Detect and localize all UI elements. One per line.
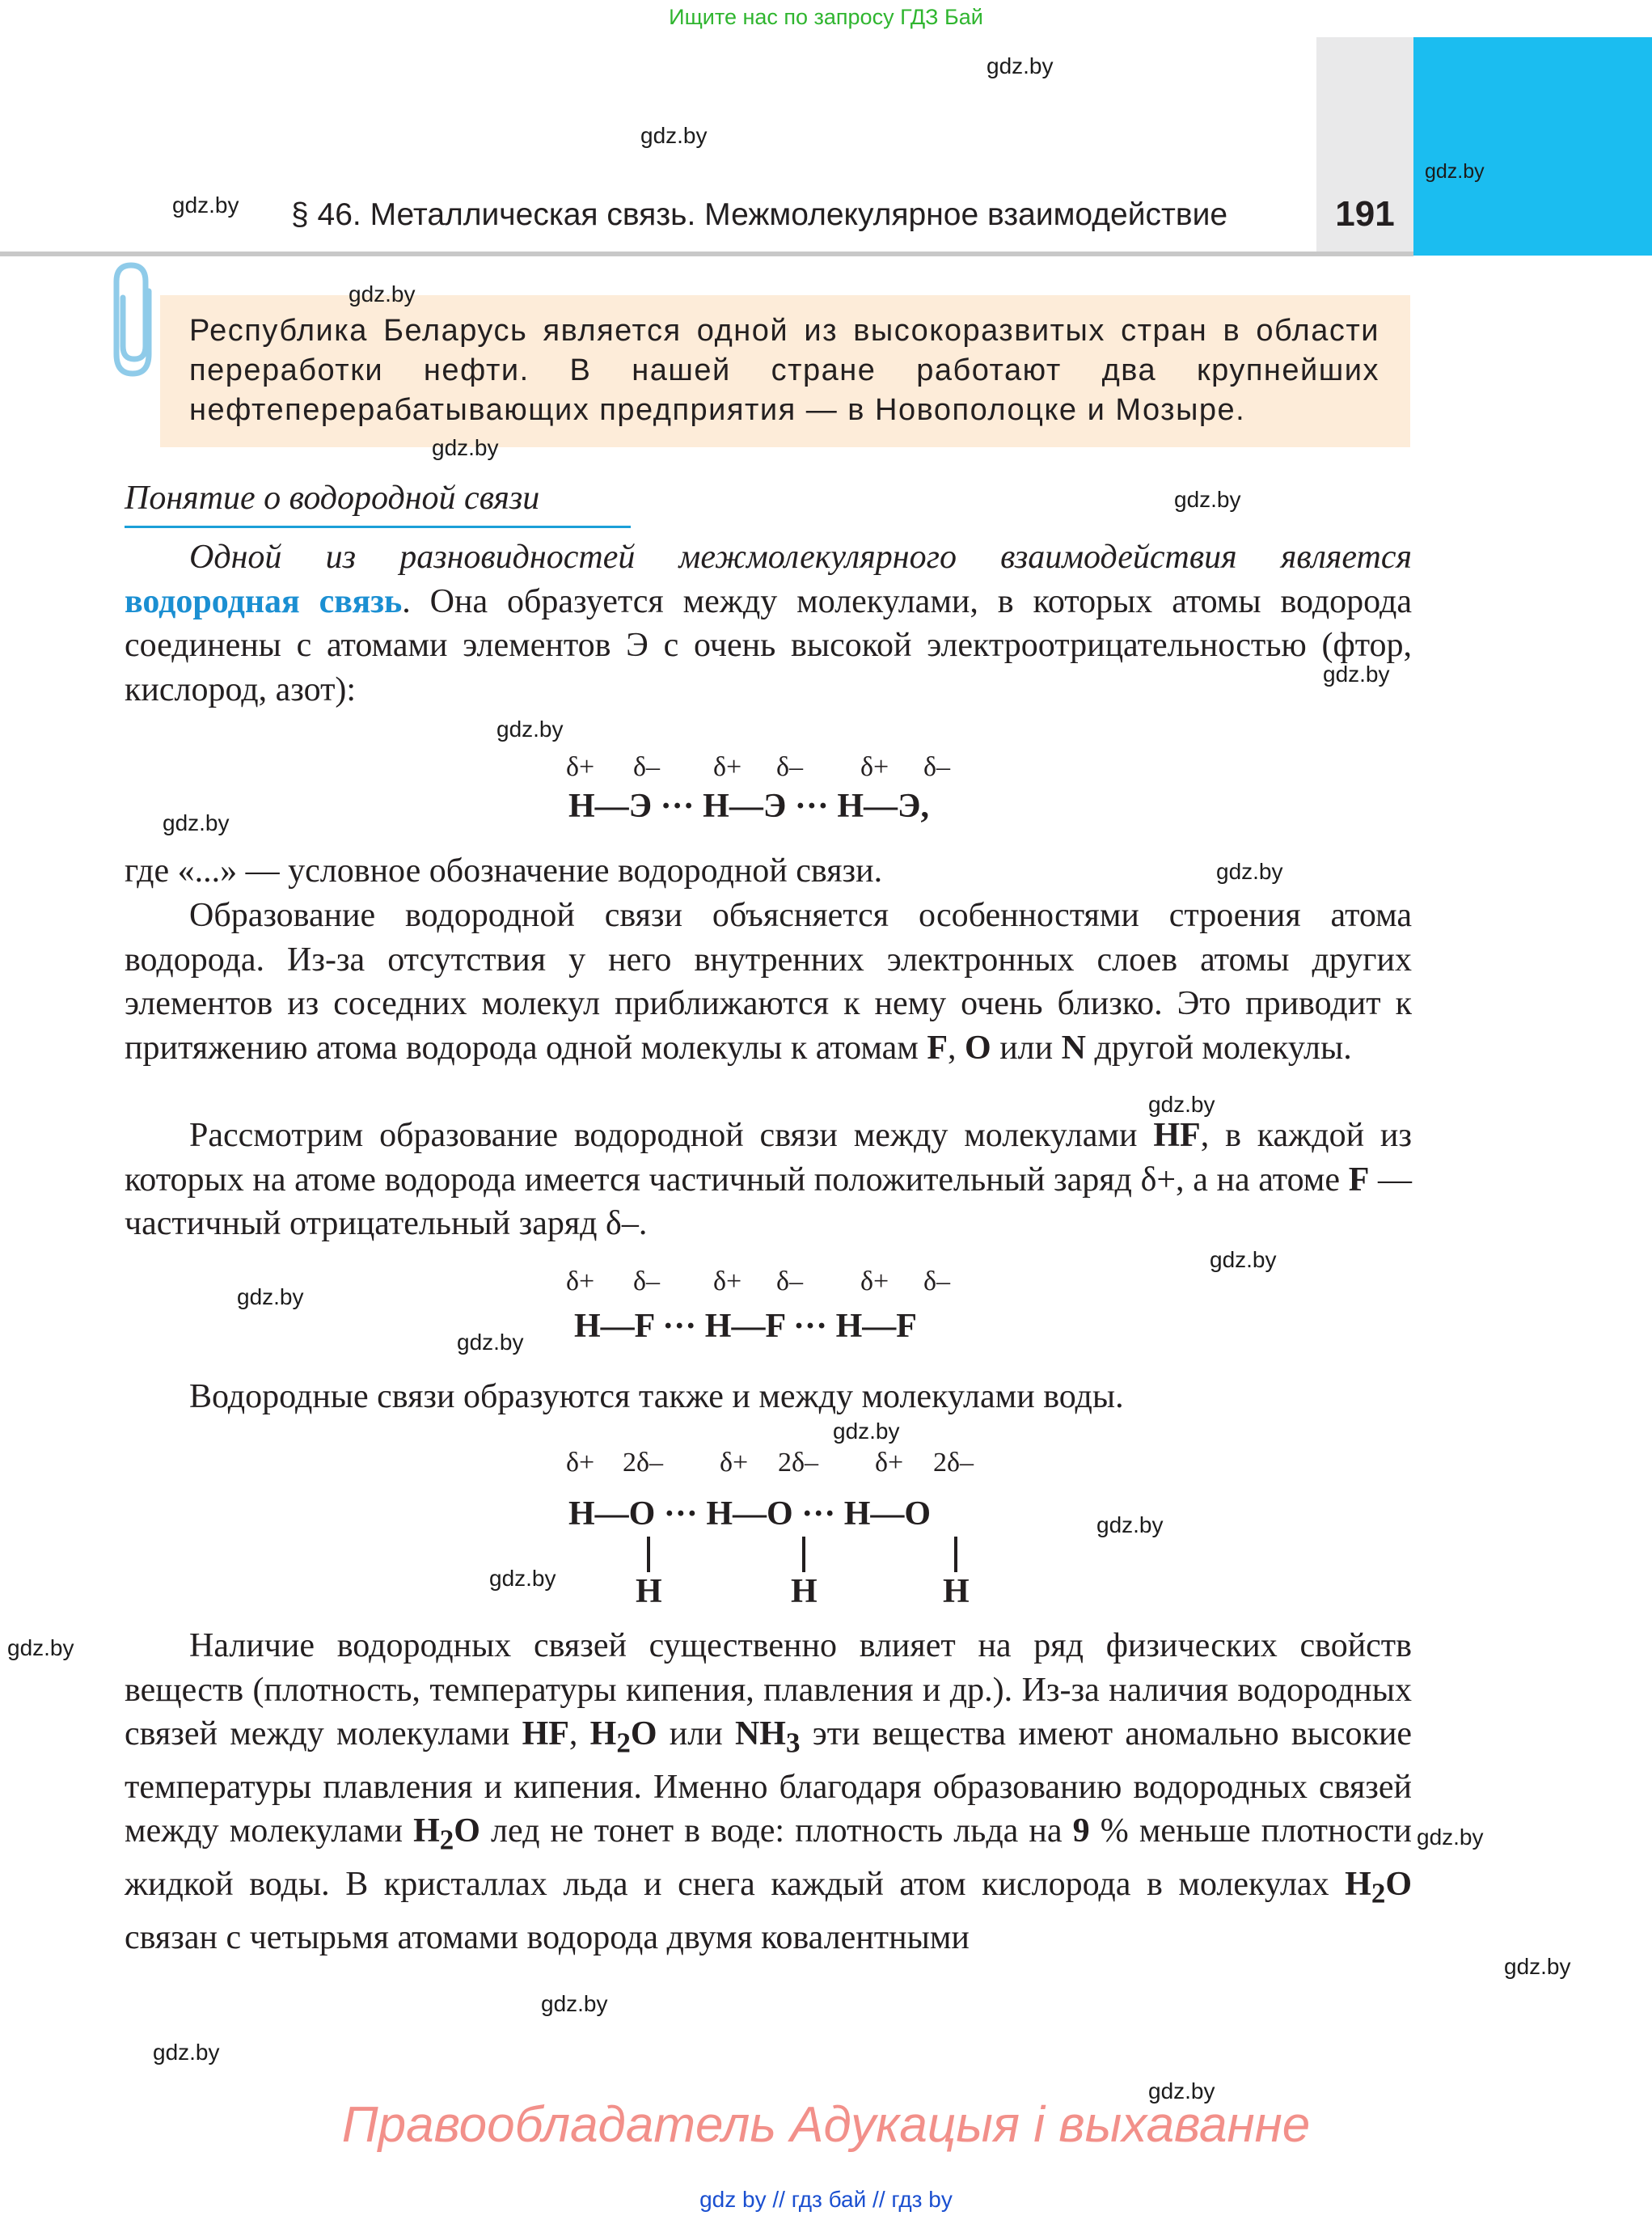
footer-separator: // xyxy=(772,2187,785,2212)
charge: δ+ xyxy=(860,752,889,782)
header-rule xyxy=(0,252,1413,256)
footer-links xyxy=(0,2187,1652,2213)
paragraph-1 xyxy=(125,535,1412,712)
bond-line xyxy=(802,1537,805,1572)
bottom-h: H xyxy=(636,1573,662,1610)
section-heading: Понятие о водородной связи xyxy=(125,480,540,517)
formula-2-chain: H—F ··· H—F ··· H—F xyxy=(574,1308,917,1345)
footer-separator: // xyxy=(872,2187,885,2212)
watermark: gdz.by xyxy=(987,53,1054,78)
paragraph-3: Образование водородной связи объясняется особенностями строения атома водорода. Из-за отсутствия у него внутренних электронных слоев атомы других элементов из соседних молекул приближаются к нему очень близко. Это приводит к притяжению атома водорода одной молекулы к атомам F, O или N другой молекулы. xyxy=(125,897,1412,1067)
watermark: gdz.by xyxy=(153,2040,220,2065)
watermark: gdz.by xyxy=(432,435,499,460)
paragraph-2: где «...» — условное обозначение водородной связи. xyxy=(125,852,883,890)
footer-link[interactable]: гдз бай xyxy=(791,2187,867,2212)
watermark: gdz.by xyxy=(1148,1092,1215,1117)
charge: δ+ xyxy=(713,752,742,782)
note-text: Республика Беларусь является одной из высокоразвитых стран в области переработки нефти. В нашей стране работают два крупнейших нефтеперерабатывающих предприятия — в Новополоцке и Мозыре. xyxy=(189,314,1379,427)
watermark: gdz.by xyxy=(1148,2078,1215,2103)
footer-link[interactable]: гдз by xyxy=(891,2187,953,2212)
charge: 2δ– xyxy=(778,1448,819,1478)
watermark: gdz.by xyxy=(1174,487,1241,512)
charge: δ+ xyxy=(566,1448,595,1478)
charge: δ– xyxy=(923,1266,951,1296)
watermark: gdz.by xyxy=(1323,662,1390,687)
charge: δ+ xyxy=(720,1448,749,1478)
page-number: 191 xyxy=(1335,194,1395,234)
term-hydrogen-bond: водородная связь xyxy=(125,582,403,620)
watermark: gdz.by xyxy=(457,1330,524,1355)
paperclip-icon xyxy=(107,259,167,384)
charge: δ– xyxy=(776,1266,804,1296)
watermark: gdz.by xyxy=(496,717,564,742)
formula-1-chain: H—Э ··· H—Э ··· H—Э, xyxy=(568,788,930,825)
watermark: gdz.by xyxy=(7,1635,74,1660)
copyright-line: Правообладатель Адукацыя і выхаванне xyxy=(341,2097,1311,2153)
watermark: gdz.by xyxy=(1210,1247,1277,1272)
charge: 2δ– xyxy=(933,1448,974,1478)
watermark: gdz.by xyxy=(349,281,416,307)
charge: δ+ xyxy=(713,1266,742,1296)
paragraph-4: Рассмотрим образование водородной связи между молекулами HF, в каждой из которых на атоме водорода имеется частичный положительный заряд δ+, а на атоме F — частичный отрицательный заряд δ–. xyxy=(125,1117,1412,1242)
charge: δ+ xyxy=(860,1266,889,1296)
charge: δ+ xyxy=(566,1266,595,1296)
watermark: gdz.by xyxy=(489,1566,556,1591)
watermark: gdz.by xyxy=(237,1284,304,1309)
charge: 2δ– xyxy=(623,1448,664,1478)
charge: δ+ xyxy=(566,752,595,782)
header-accent-block xyxy=(1413,37,1652,256)
p1-italic: Одной из разновидностей межмолекулярного взаимодействия является xyxy=(189,539,1412,576)
p1-rest: . Она образуется между молекулами, в которых атомы водорода соединены с атомами элементов Э с очень высокой электроотрицательностью (фтор, кислород, азот): xyxy=(125,582,1412,708)
watermark: gdz.by xyxy=(1216,859,1283,884)
section-heading-underline xyxy=(125,526,631,528)
bond-line xyxy=(954,1537,957,1572)
charge: δ– xyxy=(633,1266,661,1296)
charge: δ– xyxy=(776,752,804,782)
paragraph-6: Наличие водородных связей существенно влияет на ряд физических свойств веществ (плотность, температуры кипения, плавления и др.). Из-за наличия водородных связей между молекулами HF, $H_2O$ или $NH_3$ эти вещества имеют аномально высокие температуры плавления и кипения. Именно благодаря образованию водородных связей между молекулами $H_2O$ лед не тонет в воде: плотность льда на 9 % меньше плотности жидкой воды. В кристаллах льда и снега каждый атом кислорода в молекулах $H_2O$ связан с четырьмя атомами водорода двумя ковалентными xyxy=(125,1627,1413,1957)
watermark: gdz.by xyxy=(833,1419,900,1444)
charge: δ+ xyxy=(875,1448,904,1478)
watermark: gdz.by xyxy=(1504,1954,1571,1979)
charge: δ– xyxy=(923,752,951,782)
footer-link[interactable]: gdz by xyxy=(699,2187,767,2212)
watermark: gdz.by xyxy=(1417,1824,1484,1850)
charge: δ– xyxy=(633,752,661,782)
bond-line xyxy=(647,1537,650,1572)
watermark: gdz.by xyxy=(640,123,708,148)
watermark: gdz.by xyxy=(1425,160,1485,183)
page-header-title: § 46. Металлическая связь. Межмолекулярное взаимодействие xyxy=(291,197,1228,232)
formula-3-chain: H—O ··· H—O ··· H—O xyxy=(568,1495,932,1533)
watermark: gdz.by xyxy=(172,192,239,218)
bottom-h: H xyxy=(943,1573,970,1610)
paragraph-5: Водородные связи образуются также и между молекулами воды. xyxy=(189,1378,1124,1415)
watermark: gdz.by xyxy=(541,1991,608,2016)
bottom-h: H xyxy=(791,1573,818,1610)
watermark: gdz.by xyxy=(163,810,230,835)
top-banner[interactable]: Ищите нас по запросу ГДЗ Бай xyxy=(669,5,983,29)
watermark: gdz.by xyxy=(1096,1512,1164,1537)
